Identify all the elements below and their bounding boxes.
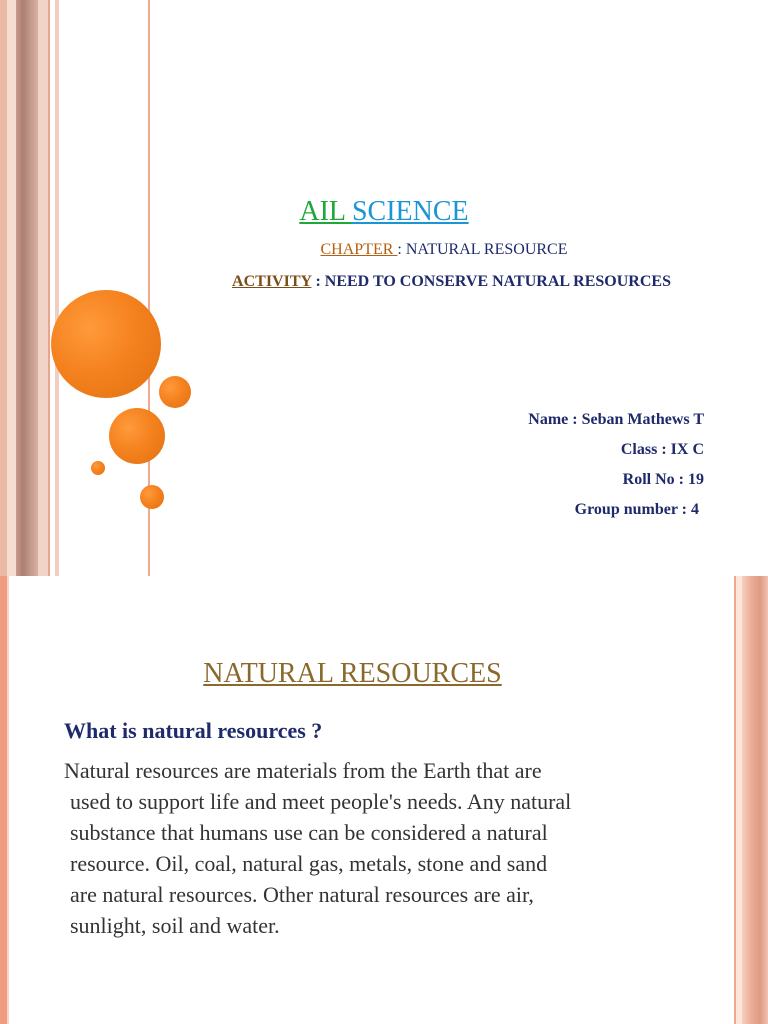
- activity-text: : NEED TO CONSERVE NATURAL RESOURCES: [311, 273, 671, 290]
- decorative-circle-large: [51, 290, 161, 398]
- slide-title: [0, 196, 768, 228]
- body-line: are natural resources. Other natural resources are air,: [70, 882, 534, 907]
- chapter-text: : NATURAL RESOURCE: [397, 241, 568, 258]
- decorative-stripe: [16, 0, 38, 576]
- activity-label: ACTIVITY: [232, 273, 312, 290]
- decorative-stripe: [38, 0, 48, 576]
- title-ail: AIL: [299, 196, 352, 227]
- section-heading: NATURAL RESOURCES: [203, 658, 502, 689]
- decorative-stripe: [55, 0, 59, 576]
- student-class: Class : IX C: [620, 441, 704, 458]
- decorative-circle-small: [159, 376, 191, 408]
- decorative-stripe: [742, 576, 768, 1024]
- body-line: resource. Oil, coal, natural gas, metals, stone and sand: [70, 851, 548, 876]
- decorative-stripe: [7, 0, 16, 576]
- student-name: Name : Seban Mathews T: [528, 411, 704, 428]
- body-line: substance that humans use can be considered a natural: [70, 820, 548, 845]
- body-line: Natural resources are materials from the Earth that are: [64, 758, 542, 783]
- decorative-stripe: [0, 0, 7, 576]
- roll-number: Roll No : 19: [622, 471, 704, 488]
- body-paragraph: [64, 755, 674, 941]
- activity-line: [230, 270, 673, 293]
- content-slide: [0, 576, 768, 1024]
- decorative-stripe: [0, 576, 7, 1024]
- body-line: sunlight, soil and water.: [70, 913, 280, 938]
- decorative-stripe: [48, 0, 50, 576]
- decorative-stripe: [7, 576, 9, 1024]
- title-science: SCIENCE: [351, 196, 469, 227]
- decorative-circle-medium: [109, 408, 165, 464]
- chapter-label: CHAPTER: [320, 241, 398, 258]
- group-number: Group number : 4: [574, 501, 699, 518]
- decorative-circle-small: [140, 485, 164, 509]
- decorative-circle-tiny: [91, 461, 105, 475]
- body-line: used to support life and meet people's needs. Any natural: [70, 789, 572, 814]
- question-heading: What is natural resources ?: [64, 718, 323, 743]
- chapter-line: [0, 241, 768, 259]
